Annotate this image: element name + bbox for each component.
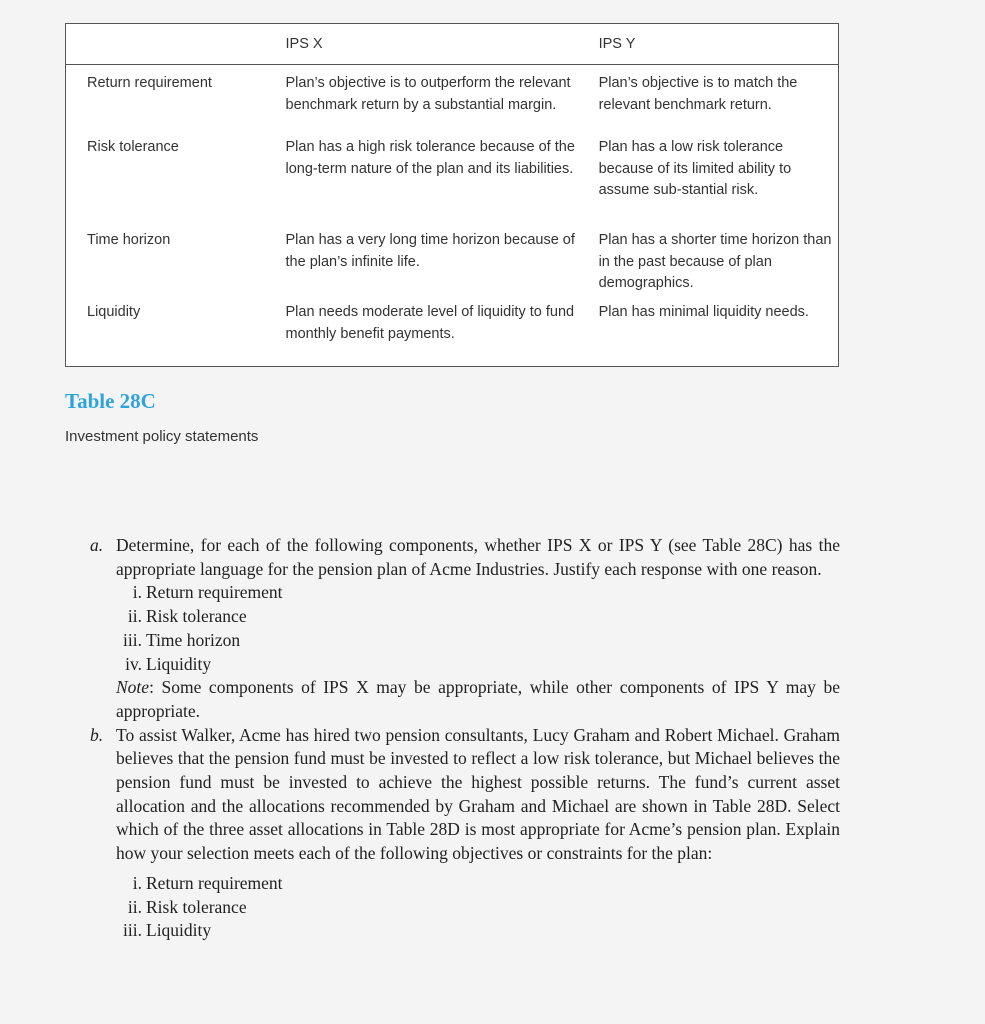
table-caption-title: Table 28C [65, 389, 156, 413]
question-b-text: To assist Walker, Acme has hired two pension consultants, Lucy Graham and Robert Michael. Graham believes that the pension fund must be invested to reflect a low risk tolerance, but Michael believes the pension fund must be invested to achieve the highest possible returns. The fund’s current asset allocation and the allocations recommended by Graham and Michael are shown in Table 28D. Select which of the three asset allocations in Table 28D is most appropriate for Acme’s pension plan. Explain how your selection meets each of the following objectives or constraints for the plan: [116, 724, 840, 864]
list-item-number: i. [132, 872, 142, 893]
list-item [116, 605, 840, 629]
note-label: Note [116, 677, 150, 698]
ips-y-cell: Plan’s objective is to match the relevant benchmark return. [598, 75, 798, 113]
list-item-text: Liquidity [146, 653, 212, 674]
list-item-number: iv. [125, 653, 142, 674]
list-item [116, 653, 840, 677]
question-b [90, 724, 840, 943]
header-blank [66, 24, 286, 65]
question-b-body [116, 724, 840, 943]
note-text: : Some components of IPS X may be appropriate, while other components of IPS Y may be appropriate. [116, 677, 840, 721]
list-item-text: Return requirement [146, 582, 283, 603]
question-a [90, 534, 840, 724]
ips-y-cell: Plan has minimal liquidity needs. [598, 304, 809, 320]
header-ips-x: IPS X [286, 24, 599, 65]
list-item-number: ii. [127, 896, 142, 917]
list-item-number: ii. [127, 606, 142, 627]
table-row [66, 65, 839, 138]
list-item-number: iii. [123, 629, 142, 650]
row-label: Time horizon [87, 232, 171, 248]
list-item-text: Risk tolerance [146, 896, 247, 917]
question-a-label: a. [90, 535, 104, 555]
table-caption-subtitle: Investment policy statements [65, 428, 259, 445]
questions-section [90, 534, 840, 943]
list-item [116, 629, 840, 653]
question-a-body [116, 534, 840, 724]
table-header-row [66, 24, 839, 65]
question-b-subitems [116, 872, 840, 943]
ips-x-cell: Plan’s objective is to outperform the relevant benchmark return by a substantial margin. [285, 75, 571, 113]
row-label: Risk tolerance [87, 139, 179, 155]
row-label: Return requirement [87, 75, 212, 91]
list-item-text: Liquidity [146, 920, 212, 941]
header-ips-y: IPS Y [599, 24, 839, 65]
list-item-number: iii. [123, 920, 142, 941]
ips-x-cell: Plan needs moderate level of liquidity to fund monthly benefit payments. [285, 304, 575, 342]
list-item-text: Time horizon [146, 629, 241, 650]
list-item-text: Return requirement [146, 872, 283, 893]
list-item [116, 872, 840, 896]
ips-y-cell: Plan has a shorter time horizon than in the past because of plan demographics. [598, 232, 832, 291]
row-label: Liquidity [87, 304, 141, 320]
list-item [116, 919, 840, 943]
question-b-label: b. [90, 724, 104, 745]
question-a-note [116, 676, 840, 723]
ips-x-cell: Plan has a high risk tolerance because of the long-term nature of the plan and its liabilities. [285, 139, 575, 177]
ips-x-cell: Plan has a very long time horizon because of the plan’s infinite life. [285, 232, 575, 270]
list-item [116, 896, 840, 920]
list-item-number: i. [132, 582, 142, 603]
table-row [66, 302, 839, 367]
question-a-text: Determine, for each of the following components, whether IPS X or IPS Y (see Table 28C) has the appropriate language for the pension plan of Acme Industries. Justify each response with one reason. [116, 535, 840, 579]
ips-y-cell: Plan has a low risk tolerance because of its limited ability to assume sub-stantial risk. [598, 139, 792, 198]
table-row [66, 230, 839, 302]
ips-table [65, 23, 839, 367]
table-row [66, 137, 839, 230]
list-item-text: Risk tolerance [146, 606, 247, 627]
question-a-subitems [116, 581, 840, 676]
list-item [116, 581, 840, 605]
